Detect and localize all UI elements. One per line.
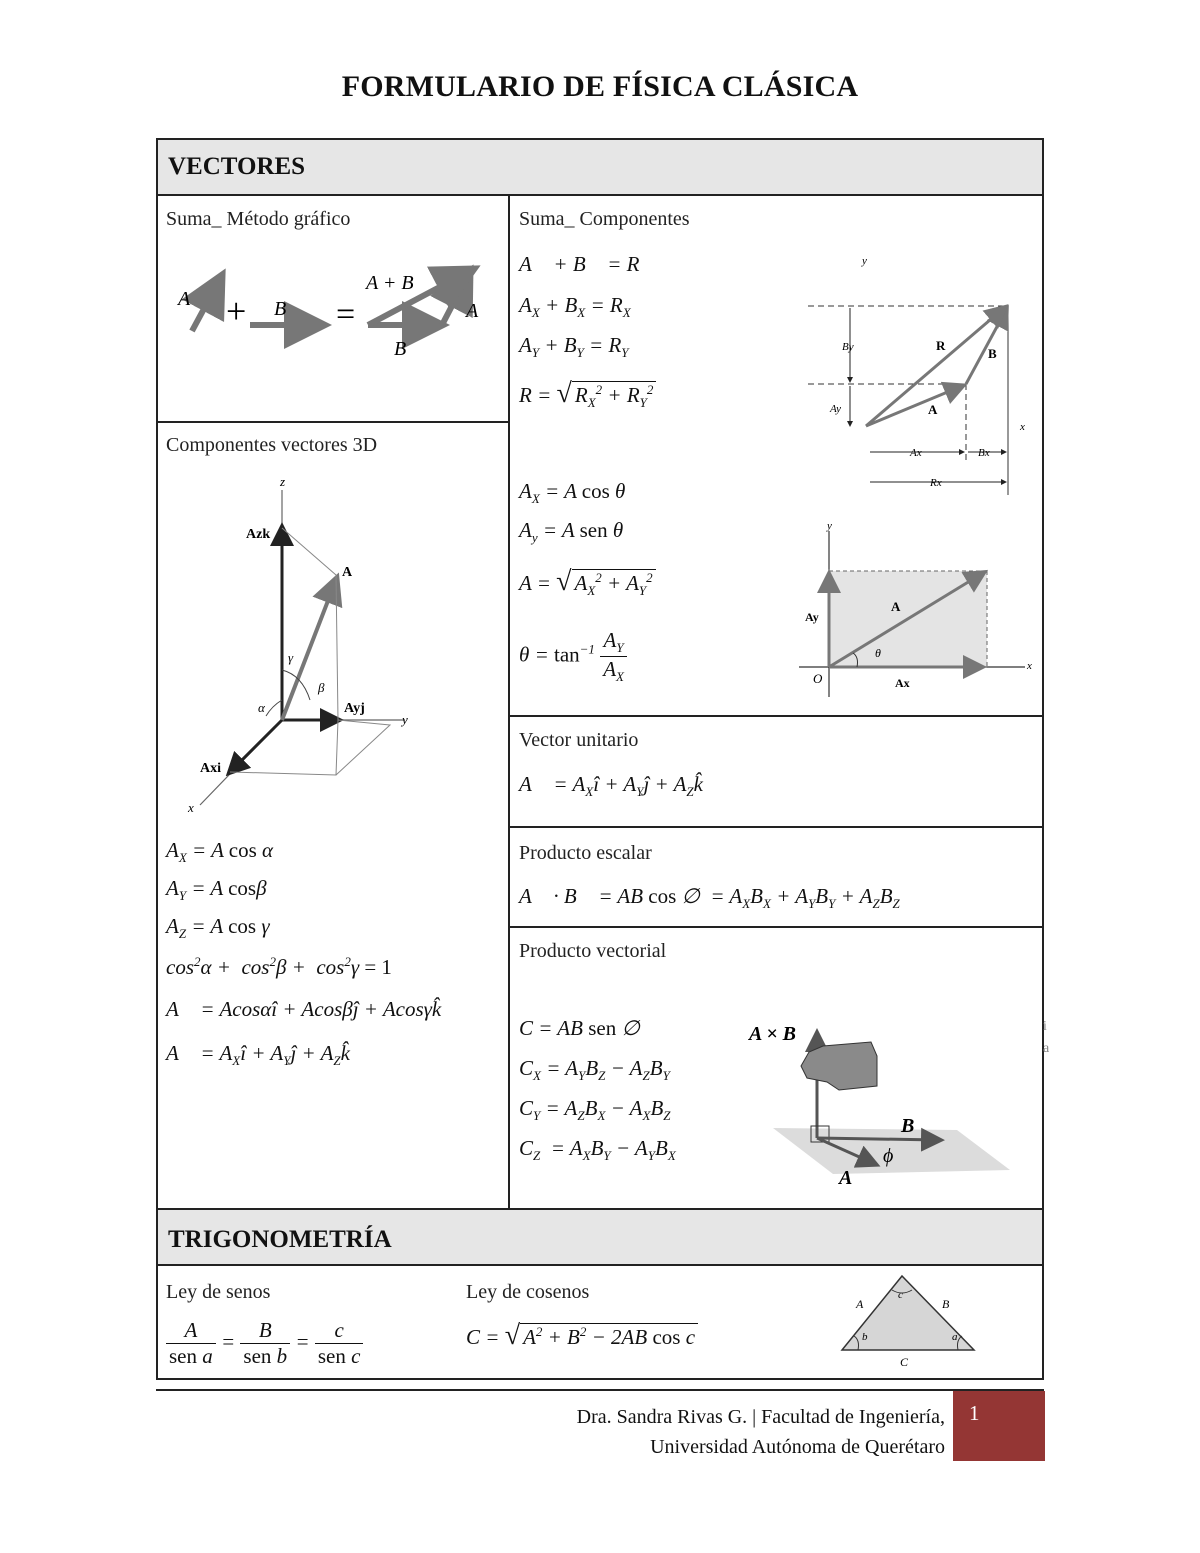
component-sum-diagram	[800, 250, 1040, 500]
formula-ay-sen-theta: $A_y = A$ sen θ	[519, 518, 624, 546]
formula-a-directional: A⃗ = Acosαî + Acosβĵ + Acosγk̂	[166, 997, 442, 1021]
formula-cz: $C_Z = A_XB_Y - A_YB_X$	[519, 1136, 676, 1164]
suma-componentes-label: Suma_ Componentes	[519, 208, 690, 230]
vector-unitario-label: Vector unitario	[519, 729, 639, 751]
page-number: 1	[953, 1391, 1045, 1461]
formula-r-magnitude: R = √ $R_X^2 + R_Y^2$	[519, 378, 656, 411]
formula-theta-arctan: $\theta = \tan^{-1}$ $\frac{A_Y}{A_X}$	[519, 628, 627, 685]
label-beta: β	[318, 680, 325, 695]
label-theta: θ	[875, 646, 881, 660]
label-b: B	[988, 346, 997, 361]
formula-ax-cos-theta: $A_X = A$ cos θ	[519, 479, 626, 507]
axis-y: y	[827, 520, 832, 532]
label-a: A	[342, 565, 353, 580]
formula-cy: $C_Y = A_ZB_X - A_XB_Z$	[519, 1096, 671, 1124]
row-divider	[158, 421, 509, 423]
label-a-plus-b: A + B	[366, 272, 414, 294]
angle-a-label: a	[952, 1331, 958, 1343]
formula-a-unit-components: A⃗ = $A_Xî$ + $A_Yĵ$ + $A_Zk̂$	[166, 1041, 350, 1069]
page-title: FORMULARIO DE FÍSICA CLÁSICA	[341, 70, 859, 103]
footer-credits	[500, 1402, 945, 1462]
triangle-diagram	[832, 1268, 982, 1372]
column-divider	[508, 196, 510, 1208]
label-rx: Rx	[930, 477, 942, 489]
formula-dot-product: A⃗ · B⃗ = AB cos ∅ = $A_XB_X + A_YB_Y + A_ZB_Z$	[519, 884, 900, 912]
formula-ry: $A_Y + B_Y = R_Y$	[519, 333, 629, 361]
label-b: B	[901, 1115, 915, 1137]
vector-a-arrow	[192, 279, 220, 331]
formula-a-plus-b-eq-r: A⃗ + B⃗ = R⃗	[519, 252, 656, 276]
label-a: A	[178, 288, 191, 310]
producto-vectorial-label: Producto vectorial	[519, 940, 667, 962]
section-header-trigonometria: TRIGONOMETRÍA	[158, 1208, 1042, 1266]
ley-senos-label: Ley de senos	[166, 1281, 271, 1303]
label-ax: Ax	[895, 676, 910, 690]
suma-grafico-label: Suma_ Método gráfico	[166, 208, 351, 230]
label-by: By	[842, 341, 854, 353]
footer-divider	[156, 1389, 1044, 1391]
vector-sum-graphic	[170, 255, 500, 365]
angle-b-label: b	[862, 1331, 868, 1343]
componentes-3d-label: Componentes vectores 3D	[166, 434, 378, 456]
row-divider	[509, 826, 1043, 828]
formula-az-cos-gamma: $A_Z = A$ cos γ	[166, 914, 270, 942]
label-b: B	[394, 338, 407, 360]
row-divider	[509, 926, 1043, 928]
formula-rx: $A_X + B_X = R_X$	[519, 293, 631, 321]
label-ay: Ay	[830, 403, 841, 415]
axis-y: y	[862, 255, 867, 267]
side-b-label: B	[942, 1297, 950, 1311]
label-ax: Ax	[910, 447, 922, 459]
label-alpha: α	[258, 700, 265, 715]
label-ayj: Ayj	[344, 701, 365, 716]
section-header-vectores: VECTORES	[158, 140, 1042, 196]
axis-x: x	[1020, 421, 1025, 433]
formula-ax-cos-alpha: $A_X = A$ cos α	[166, 838, 274, 866]
axis-x: x	[188, 800, 194, 815]
right-hand-rule-diagram	[745, 1012, 1020, 1192]
formula-unit-vector: A⃗ = $A_Xî$ + $A_Yĵ$ + $A_Zk̂$	[519, 772, 703, 800]
formula-law-of-sines: $\frac{A}{\text{sen a}}$ = $\frac{B}{\text{sen b}}$ = $\frac{c}{\text{sen c}}$	[166, 1318, 363, 1369]
label-azk: Azk	[246, 527, 271, 542]
formula-law-of-cosines: C = √ $A^2 + B^2 - 2AB$ cos c	[466, 1320, 698, 1352]
stray-text: i a	[1043, 1019, 1050, 1056]
formula-cx: $C_X = A_YB_Z - A_ZB_Y$	[519, 1056, 670, 1084]
label-gamma: γ	[288, 650, 294, 665]
producto-escalar-label: Producto escalar	[519, 842, 652, 864]
axis-y: y	[402, 712, 408, 727]
side-c-label: C	[900, 1355, 909, 1369]
label-a-cross-b: A × B	[749, 1023, 796, 1045]
equals-sign: =	[336, 296, 356, 333]
footer-author: Dra. Sandra Rivas G. | Facultad de Ingeniería,	[576, 1406, 945, 1428]
label-ay: Ay	[805, 610, 819, 624]
ley-cosenos-label: Ley de cosenos	[466, 1281, 590, 1303]
label-a: A	[839, 1167, 853, 1189]
formula-ay-cos-beta: $A_Y = A$ cosβ	[166, 876, 267, 904]
vector-3d-diagram	[180, 470, 430, 820]
axis-x: x	[1027, 660, 1032, 672]
label-phi: ϕ	[883, 1145, 894, 1167]
formula-cross-magnitude: C = AB sen ∅	[519, 1016, 640, 1040]
label-a: A	[891, 599, 901, 614]
footer-university: Universidad Autónoma de Querétaro	[650, 1436, 945, 1458]
row-divider	[509, 715, 1043, 717]
formula-cos-squared-identity: $\cos^2\alpha + \cos^2\beta + \cos^2\gamma = 1$	[166, 954, 392, 979]
plus-sign: +	[226, 291, 247, 331]
label-a: A	[466, 300, 479, 322]
label-bx: Bx	[978, 447, 990, 459]
axis-z: z	[280, 474, 286, 489]
label-axi: Axi	[200, 761, 221, 776]
label-origin: O	[813, 671, 823, 686]
formula-a-magnitude: A = √ $A_X^2 + A_Y^2$	[519, 566, 656, 599]
label-r: R	[936, 338, 946, 353]
vector-components-diagram	[795, 515, 1040, 705]
label-a: A	[928, 402, 938, 417]
angle-c-label: c	[898, 1289, 903, 1301]
side-a-label: A	[856, 1297, 864, 1311]
label-b: B	[274, 298, 287, 320]
